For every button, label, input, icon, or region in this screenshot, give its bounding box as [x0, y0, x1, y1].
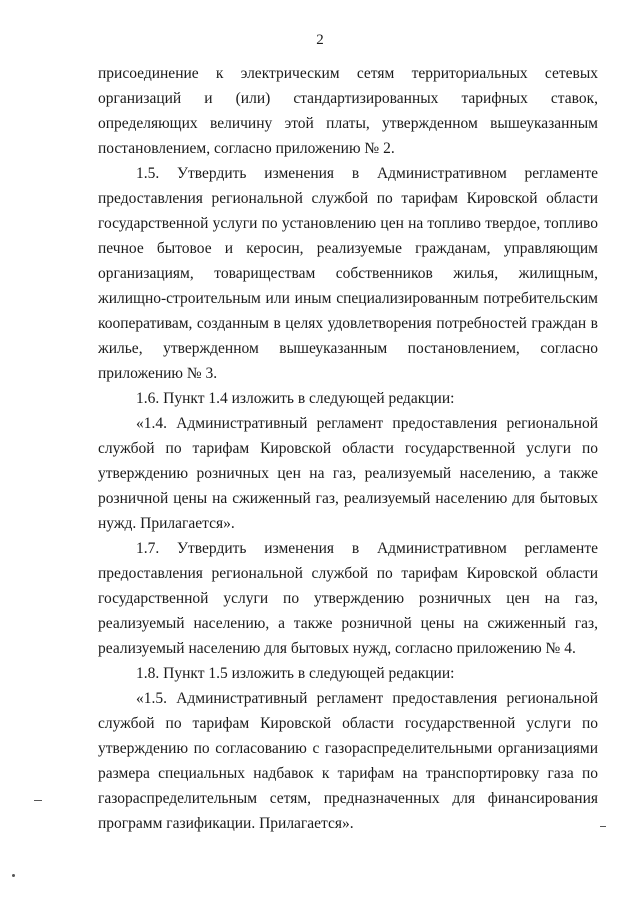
- scan-mark-left: [34, 800, 42, 801]
- paragraph-1-6-quote: «1.4. Административный регламент предоставления региональной службой по тарифам Кировской области государственной услуги по утверждению розничных цен на газ, реализуемый населению, а также розничной цены на сжиженный газ, реализуемый населению для бытовых нужд. Прилагается».: [98, 415, 598, 532]
- scan-mark-right: [600, 826, 606, 827]
- document-body: [98, 61, 598, 836]
- paragraph-1-8: 1.8. Пункт 1.5 изложить в следующей редакции:: [136, 665, 455, 682]
- paragraph-1-6: 1.6. Пункт 1.4 изложить в следующей редакции:: [136, 390, 455, 407]
- paragraph-1-5: 1.5. Утвердить изменения в Административном регламенте предоставления региональной службой по тарифам Кировской области государственной услуги по установлению цен на топливо твердое, топливо печное бытовое и керосин, реализуемые гражданам, управляющим организациям, товариществам собственников жилья, жилищным, жилищно-строительным или иным специализированным потребительским кооперативам, созданным в целях удовлетворения потребностей граждан в жилье, утвержденном вышеуказанным постановлением, согласно приложению № 3.: [98, 165, 598, 382]
- page-number: 2: [316, 32, 324, 48]
- paragraph-continuation: присоединение к электрическим сетям территориальных сетевых организаций и (или) стандартизированных тарифных ставок, определяющих величину этой платы, утвержденном вышеуказанным постановлением, согласно приложению № 2.: [98, 65, 598, 157]
- paragraph-1-7: 1.7. Утвердить изменения в Административном регламенте предоставления региональной службой по тарифам Кировской области государственной услуги по утверждению розничных цен на газ, реализуемый населению, а также розничной цены на сжиженный газ, реализуемый населению для бытовых нужд, согласно приложению № 4.: [98, 540, 598, 657]
- paragraph-1-8-quote: «1.5. Административный регламент предоставления региональной службой по тарифам Кировской области государственной услуги по утверждению по согласованию с газораспределительными организациями размера специальных надбавок к тарифам на транспортировку газа по газораспределительным сетям, предназначенных для финансирования программ газификации. Прилагается».: [98, 690, 598, 832]
- scan-mark-dot: [12, 874, 15, 877]
